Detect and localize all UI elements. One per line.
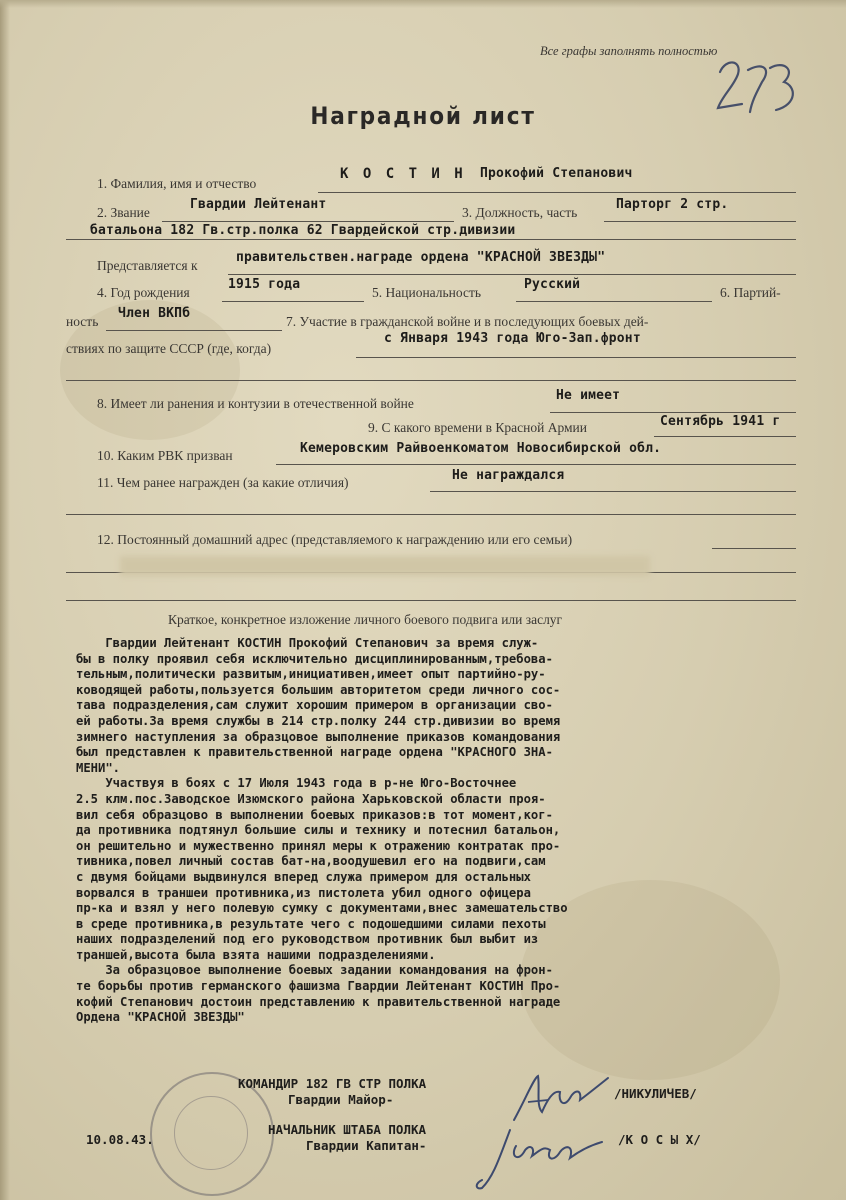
document-date: 10.08.43. xyxy=(86,1132,154,1147)
field-11-label: 11. Чем ранее награжден (за какие отличия) xyxy=(97,475,349,490)
commander-name: /НИКУЛИЧЕВ/ xyxy=(614,1086,697,1101)
party-value: Член ВКПб xyxy=(118,306,191,321)
fill-all-fields-note: Все графы заполнять полностью xyxy=(540,44,718,58)
narrative-line: траншей,высота была взята нашими подразделениями. xyxy=(76,947,436,962)
commander-rank: Гвардии Майор- xyxy=(288,1092,394,1107)
field-7-line-2 xyxy=(66,380,796,381)
field-11-line xyxy=(430,491,796,492)
combat-participation-value: с Января 1943 года Юго-Зап.фронт xyxy=(384,331,641,346)
presented-label: Представляется к xyxy=(97,258,198,273)
narrative-line: Участвуя в боях с 17 Июля 1943 года в р-не Юго-Восточнее xyxy=(76,776,517,791)
narrative-line: ководящей работы,пользуется большим авторитетом среди личного сос- xyxy=(76,682,561,697)
field-4-label: 4. Год рождения xyxy=(97,285,190,300)
narrative-line: бы в полку проявил себя исключительно дисциплинированным,требова- xyxy=(76,651,553,666)
presented-value: правительствен.награде ордена "КРАСНОЙ ЗВЕЗДЫ" xyxy=(236,250,606,265)
field-9-line xyxy=(654,436,796,437)
redacted-address xyxy=(120,556,650,576)
narrative-line: тивника,повел личный состав бат-на,воодушевил его на подвиги,сам xyxy=(76,854,546,869)
narrative-line: тельным,политически развитым,инициативен,имеет опыт партийно-ру- xyxy=(76,667,546,682)
narrative-line: ей работы.За время службы в 214 стр.полку 244 стр.дивизии во время xyxy=(76,713,561,728)
narrative-line: 2.5 клм.пос.Заводское Изюмского района Харьковской области проя- xyxy=(76,791,546,806)
narrative-line: ворвался в траншеи противника,из пистолета убил одного офицера xyxy=(76,885,531,900)
field-12-line-3 xyxy=(66,600,796,601)
narrative-line: был представлен к правительственной награде ордена "КРАСНОГО ЗНА- xyxy=(76,745,553,760)
field-1-label: 1. Фамилия, имя и отчество xyxy=(97,176,257,191)
field-1-line xyxy=(318,192,796,193)
field-8-line xyxy=(550,412,796,413)
summary-heading: Краткое, конкретное изложение личного боевого подвига или заслуг xyxy=(168,612,563,627)
field-6-label-continued: ность xyxy=(66,314,99,329)
field-6-label: 6. Партий- xyxy=(720,285,781,300)
field-7-line xyxy=(356,357,796,358)
paper-edge-top xyxy=(0,0,846,8)
narrative-line: кофий Степанович достоин представлению к правительственной награде xyxy=(76,994,561,1009)
narrative-line: тава подразделения,сам служит хорошим примером в организации сво- xyxy=(76,698,553,713)
narrative-line: пр-ка и взял у него полевую сумку с документами,внес замешательство xyxy=(76,901,568,916)
narrative-line: наших подразделений под его руководством противник был выбит из xyxy=(76,932,539,947)
nationality-value: Русский xyxy=(524,277,581,292)
narrative-line: Гвардии Лейтенант КОСТИН Прокофий Степанович за время служ- xyxy=(76,636,539,650)
army-since-value: Сентябрь 1941 г xyxy=(660,414,781,429)
field-3-line-2 xyxy=(66,239,796,240)
field-3-line xyxy=(604,221,796,222)
field-10-label: 10. Каким РВК призван xyxy=(97,448,233,463)
field-12-label: 12. Постоянный домашний адрес (представляемого к награждению или его семьи) xyxy=(97,532,573,547)
narrative-line: с двумя бойцами выдвинулся вперед служа примером для остальных xyxy=(76,869,531,884)
chief-of-staff-name: /К О С Ы Х/ xyxy=(618,1132,701,1147)
field-5-label: 5. Национальность xyxy=(372,285,482,300)
narrative-line: зимнего наступления за образцовое выполнение приказов командования xyxy=(76,729,561,744)
field-2-label: 2. Звание xyxy=(97,205,150,220)
field-6-line xyxy=(106,330,282,331)
wounds-value: Не имеет xyxy=(556,388,621,403)
paper-edge-left xyxy=(0,0,10,1200)
field-3-label: 3. Должность, часть xyxy=(462,205,578,220)
narrative-line: МЕНИ". xyxy=(76,760,121,775)
rank-value: Гвардии Лейтенант xyxy=(190,197,327,212)
narrative-line: те борьбы против германского фашизма Гвардии Лейтенант КОСТИН Про- xyxy=(76,979,561,994)
field-2-line xyxy=(162,221,454,222)
presented-line xyxy=(228,274,796,275)
narrative-line: он решительно и мужественно принял меры к отражению контратак про- xyxy=(76,838,561,853)
surname-value: К О С Т И Н xyxy=(340,166,466,182)
name-patronymic-value: Прокофий Степанович xyxy=(480,166,633,181)
narrative-line: Ордена "КРАСНОЙ ЗВЕЗДЫ" xyxy=(76,1010,245,1025)
field-7-label-continued: ствиях по защите СССР (где, когда) xyxy=(66,341,272,356)
field-12-line xyxy=(712,548,796,549)
chief-of-staff-signature xyxy=(470,1116,620,1196)
draft-office-value: Кемеровским Райвоенкоматом Новосибирской обл. xyxy=(300,441,662,456)
field-5-line xyxy=(516,301,712,302)
field-11-line-2 xyxy=(66,514,796,515)
field-9-label: 9. С какого времени в Красной Армии xyxy=(368,420,587,435)
field-7-label: 7. Участие в гражданской войне и в последующих боевых дей- xyxy=(286,314,649,329)
chief-of-staff-title: НАЧАЛЬНИК ШТАБА ПОЛКА xyxy=(268,1122,427,1137)
narrative-line: вил себя образцово в выполнении боевых приказов:в тот момент,ког- xyxy=(76,807,553,822)
field-4-line xyxy=(222,301,364,302)
position-value: Парторг 2 стр. xyxy=(616,197,729,212)
position-value-continued: батальона 182 Гв.стр.полка 62 Гвардейской стр.дивизии xyxy=(90,223,516,238)
birth-year-value: 1915 года xyxy=(228,277,301,292)
previous-awards-value: Не награждался xyxy=(452,468,565,483)
narrative-line: в среде противника,в результате чего с подошедшими силами пехоты xyxy=(76,916,546,931)
chief-of-staff-rank: Гвардии Капитан- xyxy=(306,1138,427,1153)
award-narrative xyxy=(76,636,806,1026)
narrative-line: За образцовое выполнение боевых задании командования на фрон- xyxy=(76,963,553,978)
field-10-line xyxy=(276,464,796,465)
field-8-label: 8. Имеет ли ранения и контузии в отечественной войне xyxy=(97,396,414,411)
narrative-line: да противника подтянул большие силы и технику и потеснил батальон, xyxy=(76,823,561,838)
commander-title: КОМАНДИР 182 ГВ СТР ПОЛКА xyxy=(238,1076,427,1091)
document-title: Наградной лист xyxy=(310,102,536,130)
